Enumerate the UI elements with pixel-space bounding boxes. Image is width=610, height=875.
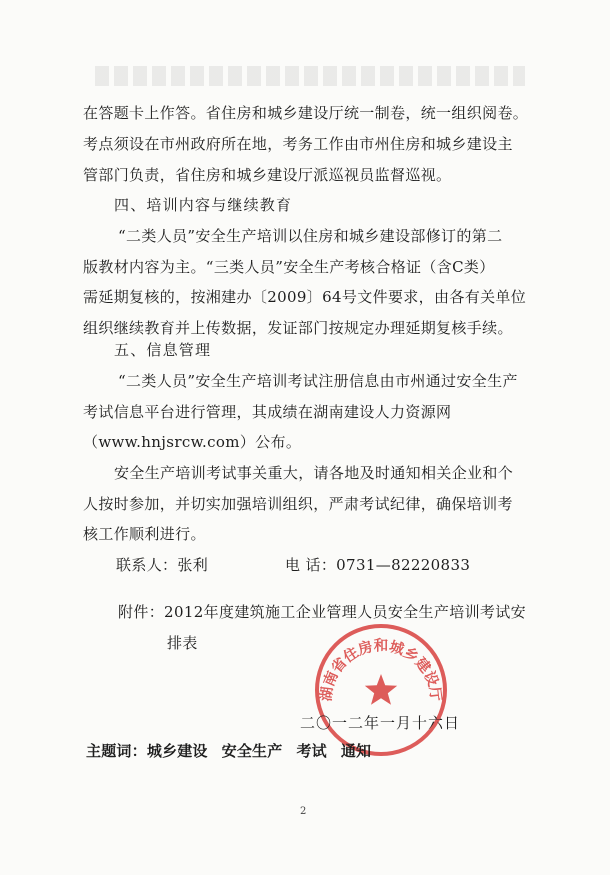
keyword-item: 安全生产 (221, 742, 283, 760)
section-heading-training: 四、培训内容与继续教育 (114, 196, 293, 214)
keyword-item: 通知 (340, 742, 372, 760)
section-heading-information: 五、信息管理 (114, 341, 212, 359)
body-line-3: 管部门负责，省住房和城乡建设厅派巡视员监督巡视。 (83, 166, 452, 184)
body-line-1: 在答题卡上作答。省住房和城乡建设厅统一制卷，统一组织阅卷。 (83, 104, 529, 122)
body-line-13: 安全生产培训考试事关重大，请各地及时通知相关企业和个 (114, 464, 514, 482)
subject-keywords (86, 741, 385, 761)
body-line-2: 考点须设在市州政府所在地，考务工作由市州住房和城乡建设主 (83, 135, 513, 153)
issue-date: 二〇一二年一月十六日 (300, 714, 461, 732)
page-number: 2 (300, 806, 307, 817)
keyword-item: 考试 (296, 742, 327, 760)
body-line-11: 考试信息平台进行管理，其成绩在湖南建设人力资源网 (83, 403, 452, 421)
keyword-item: 城乡建设 (146, 742, 208, 760)
attachment-line-1: 附件：2012年度建筑施工企业管理人员安全生产培训考试安 (118, 603, 526, 621)
seal-text: 湖南省住房和城乡建设厅 (318, 638, 444, 703)
body-line-10: “二类人员”安全生产培训考试注册信息由市州通过安全生产 (118, 372, 518, 390)
body-line-8: 组织继续教育并上传数据，发证部门按规定办理延期复核手续。 (83, 319, 513, 337)
body-line-7: 需延期复核的，按湘建办〔2009〕64号文件要求，由各有关单位 (83, 288, 527, 306)
seal-star-icon (365, 674, 397, 705)
contact-phone: 电 话：0731—82220833 (285, 556, 471, 574)
official-seal (313, 622, 449, 758)
attachment-line-2: 排表 (167, 634, 198, 652)
body-line-6: 版教材内容为主。“三类人员”安全生产考核合格证（含C类） (83, 258, 495, 276)
body-line-14: 人按时参加，并切实加强培训组织，严肃考试纪律，确保培训考 (83, 495, 513, 513)
body-line-5: “二类人员”安全生产培训以住房和城乡建设部修订的第二 (118, 227, 503, 245)
body-line-15: 核工作顺利进行。 (83, 525, 206, 543)
keywords-label: 主题词： (86, 742, 147, 760)
body-line-12: （www.hnjsrcw.com）公布。 (83, 433, 302, 451)
contact-person: 联系人：张利 (116, 556, 209, 574)
bleed-through-heading (95, 66, 525, 86)
